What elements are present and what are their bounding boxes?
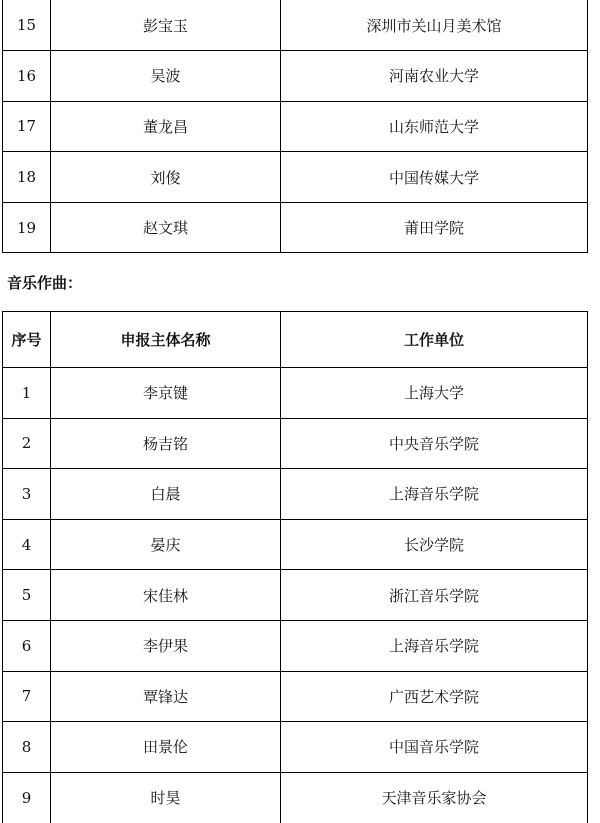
work-unit: 长沙学院 [281,519,588,570]
table-row [3,202,588,253]
row-number: 19 [3,202,51,253]
row-number: 9 [3,772,51,823]
table-row [3,671,588,722]
applicant-name: 覃锋达 [51,671,281,722]
row-number: 2 [3,418,51,469]
applicant-name: 时昊 [51,772,281,823]
table-row [3,368,588,419]
work-unit: 中国音乐学院 [281,722,588,773]
table-row [3,51,588,102]
applicant-name: 赵文琪 [51,202,281,253]
applicant-name: 晏庆 [51,519,281,570]
work-unit: 中国传媒大学 [281,152,588,203]
applicant-name: 李伊果 [51,620,281,671]
applicant-name: 白晨 [51,469,281,520]
work-unit: 广西艺术学院 [281,671,588,722]
applicant-name: 田景伦 [51,722,281,773]
work-unit: 山东师范大学 [281,101,588,152]
table-row [3,0,588,51]
row-number: 5 [3,570,51,621]
table-row [3,519,588,570]
work-unit: 莆田学院 [281,202,588,253]
row-number: 8 [3,722,51,773]
applicant-name: 刘俊 [51,152,281,203]
row-number: 7 [3,671,51,722]
work-unit: 天津音乐家协会 [281,772,588,823]
row-number: 16 [3,51,51,102]
work-unit: 浙江音乐学院 [281,570,588,621]
table-row [3,722,588,773]
header-number: 序号 [3,312,51,368]
applicant-name: 彭宝玉 [51,0,281,51]
row-number: 1 [3,368,51,419]
previous-category-table [2,0,588,253]
section-title: 音乐作曲： [7,274,83,292]
row-number: 6 [3,620,51,671]
work-unit: 上海音乐学院 [281,469,588,520]
applicant-name: 李京键 [51,368,281,419]
work-unit: 中央音乐学院 [281,418,588,469]
music-composition-table [2,311,588,823]
work-unit: 河南农业大学 [281,51,588,102]
row-number: 15 [3,0,51,51]
applicant-name: 宋佳林 [51,570,281,621]
row-number: 17 [3,101,51,152]
applicant-name: 董龙昌 [51,101,281,152]
work-unit: 上海音乐学院 [281,620,588,671]
header-work-unit: 工作单位 [281,312,588,368]
row-number: 3 [3,469,51,520]
table-row [3,418,588,469]
table-row [3,620,588,671]
work-unit: 上海大学 [281,368,588,419]
table-row [3,101,588,152]
applicant-name: 杨吉铭 [51,418,281,469]
table-row [3,772,588,823]
table-row [3,152,588,203]
work-unit: 深圳市关山月美术馆 [281,0,588,51]
row-number: 18 [3,152,51,203]
header-applicant-name: 申报主体名称 [51,312,281,368]
table-header-row [3,312,588,368]
table-row [3,570,588,621]
applicant-name: 吴波 [51,51,281,102]
row-number: 4 [3,519,51,570]
table-row [3,469,588,520]
